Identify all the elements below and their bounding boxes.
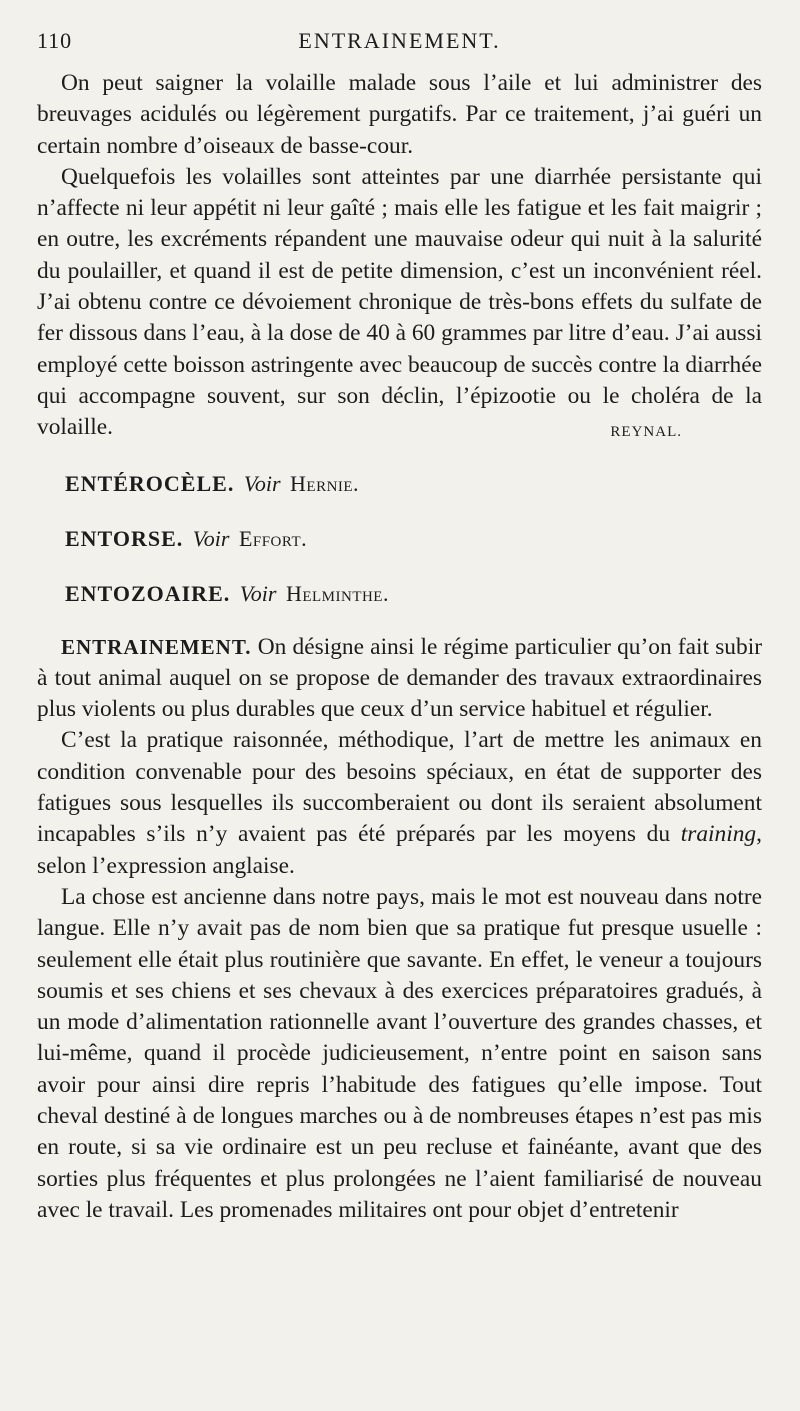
entry-target: Hernie. [290, 470, 360, 496]
main-entry-head: ENTRAINEMENT. [61, 634, 252, 659]
author-signature: REYNAL. [610, 424, 682, 441]
paragraph [37, 162, 762, 444]
paragraph: La chose est ancienne dans notre pays, mais le mot est nouveau dans notre langue. Elle n’y avait pas de nom bien que sa pratique fut presque usuelle : seulement elle était plus routinière que savante. En effet, le veneur a toujours soumis et ses chiens et ses chevaux à des exercices préparatoires gradués, à un mode d’alimentation rationnelle avant l’ouverture des grandes chasses, et lui-même, quand il procède judicieusement, n’entre point en saison sans avoir pour ainsi dire repris l’habitude des fatigues qu’elle impose. Tout cheval destiné à de longues marches ou à de nombreuses étapes n’est pas mis en route, si sa vie ordinaire est un peu recluse et fainéante, avant que des sorties plus fréquentes et plus prolongées ne l’aient familiarisé de nouveau avec le travail. Les promenades militaires ont pour objet d’entretenir [37, 883, 762, 1223]
entry-target: Helminthe. [285, 580, 389, 606]
entry-target: Effort. [238, 525, 308, 551]
page-header [37, 28, 762, 68]
running-title: ENTRAINEMENT. [298, 28, 501, 53]
entry-voir: Voir [239, 580, 277, 606]
paragraph [37, 725, 762, 881]
italic-term: training [680, 821, 757, 848]
page [37, 28, 762, 1226]
page-number: 110 [37, 28, 73, 53]
entry-voir: Voir [192, 525, 230, 551]
entry-head: ENTÉROCÈLE. [65, 470, 235, 496]
paragraph-text: C’est la pratique raisonnée, méthodique, l’art de mettre les animaux en condition convenable pour des besoins spéciaux, en état de supporter des fatigues sous lesquelles ils succomberaient ou dont ils seraient absolument incapables s’ils n’y avaient pas été préparés par les moyens du [37, 727, 762, 848]
entry-entozoaire [65, 579, 762, 609]
paragraph: On peut saigner la volaille malade sous l’aile et lui administrer des breuvages acidulés ou légèrement purgatifs. Par ce traitement, j’ai guéri un certain nombre d’oiseaux de basse-cour. [37, 70, 762, 159]
entry-enterocele [65, 469, 762, 499]
main-entry-intro [37, 632, 762, 726]
paragraph-text: On désigne ainsi le régime particulier qu’on fait subir à tout animal auquel on se propose de demander des travaux extraordinaires plus violents ou plus durables que ceux d’un service habituel et régulier. [37, 633, 762, 723]
entry-head: ENTOZOAIRE. [65, 580, 231, 606]
entry-head: ENTORSE. [65, 525, 184, 551]
entry-entorse [65, 524, 762, 554]
paragraph-text: Quelquefois les volailles sont atteintes par une diarrhée persistante qui n’affecte ni leur appétit ni leur gaîté ; mais elle les fatigue et les fait maigrir ; en outre, les excréments répandent une mauvaise odeur qui nuit à la salurité du poulailler, et quand il est de petite dimension, c’est un inconvénient réel. J’ai obtenu contre ce dévoiement chronique de très-bons effets du sulfate de fer dissous dans l’eau, à la dose de 40 à 60 grammes par litre d’eau. J’ai aussi employé cette boisson astringente avec beaucoup de succès contre la diarrhée qui accompagne souvent, sur son déclin, l’épizootie ou le choléra de la volaille. [37, 163, 762, 441]
paragraph-text: , selon l’expression anglaise. [37, 821, 762, 879]
entry-voir: Voir [243, 470, 281, 496]
